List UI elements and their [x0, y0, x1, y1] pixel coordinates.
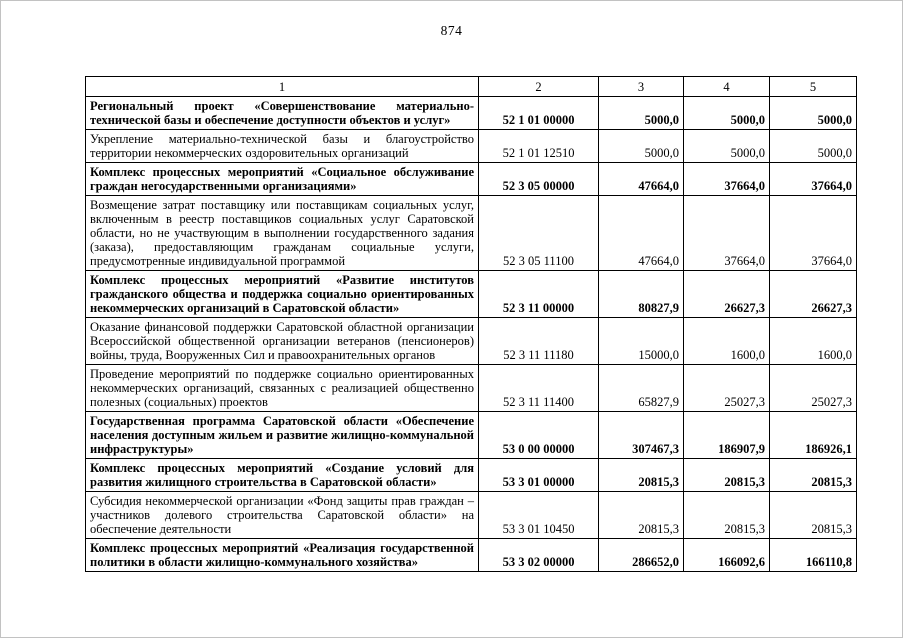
column-header-3: 3 — [599, 77, 684, 97]
table-row — [86, 492, 857, 539]
row-value-cell-5: 37664,0 — [770, 163, 857, 196]
row-code-cell: 53 3 01 10450 — [479, 492, 599, 539]
row-value-cell-3: 15000,0 — [599, 318, 684, 365]
row-value-cell-4: 26627,3 — [684, 271, 770, 318]
row-value-cell-4: 37664,0 — [684, 196, 770, 271]
row-code-cell: 52 3 11 11180 — [479, 318, 599, 365]
row-value-cell-5: 186926,1 — [770, 412, 857, 459]
row-value-cell-5: 5000,0 — [770, 97, 857, 130]
row-title-cell: Комплекс процессных мероприятий «Социальное обслуживание граждан негосударственными организациями» — [86, 163, 479, 196]
row-value-cell-5: 20815,3 — [770, 459, 857, 492]
row-title-cell: Проведение мероприятий по поддержке социально ориентированных некоммерческих организаций, связанных с реализацией общественно полезных (социальных) проектов — [86, 365, 479, 412]
table-row — [86, 196, 857, 271]
row-title-cell: Комплекс процессных мероприятий «Создание условий для развития жилищного строительства в Саратовской области» — [86, 459, 479, 492]
row-value-cell-3: 20815,3 — [599, 492, 684, 539]
column-header-2: 2 — [479, 77, 599, 97]
row-value-cell-4: 5000,0 — [684, 97, 770, 130]
table-row — [86, 318, 857, 365]
row-code-cell: 52 3 11 00000 — [479, 271, 599, 318]
column-header-1: 1 — [86, 77, 479, 97]
table-row — [86, 97, 857, 130]
row-title-cell: Региональный проект «Совершенствование материально-технической базы и обеспечение доступности объектов и услуг» — [86, 97, 479, 130]
row-code-cell: 52 1 01 12510 — [479, 130, 599, 163]
row-code-cell: 53 3 01 00000 — [479, 459, 599, 492]
table-row — [86, 365, 857, 412]
table-row — [86, 539, 857, 572]
row-value-cell-5: 5000,0 — [770, 130, 857, 163]
row-code-cell: 53 0 00 00000 — [479, 412, 599, 459]
row-code-cell: 52 1 01 00000 — [479, 97, 599, 130]
table-row — [86, 412, 857, 459]
row-value-cell-3: 5000,0 — [599, 97, 684, 130]
row-value-cell-4: 5000,0 — [684, 130, 770, 163]
row-title-cell: Оказание финансовой поддержки Саратовской областной организации Всероссийской общественной организации ветеранов (пенсионеров) войны, труда, Вооруженных Сил и правоохранительных органов — [86, 318, 479, 365]
row-value-cell-3: 47664,0 — [599, 196, 684, 271]
row-value-cell-4: 37664,0 — [684, 163, 770, 196]
row-value-cell-5: 25027,3 — [770, 365, 857, 412]
page-number: 874 — [440, 23, 463, 38]
row-title-cell: Возмещение затрат поставщику или поставщикам социальных услуг, включенным в реестр поставщиков социальных услуг Саратовской области, но не участвующим в выполнении государственного задания (заказа), предоставляющим гражданам социальные услуги, предусмотренные индивидуальной программой — [86, 196, 479, 271]
row-title-cell: Комплекс процессных мероприятий «Реализация государственной политики в области жилищно-коммунального хозяйства» — [86, 539, 479, 572]
row-code-cell: 52 3 05 00000 — [479, 163, 599, 196]
row-value-cell-4: 1600,0 — [684, 318, 770, 365]
row-code-cell: 52 3 11 11400 — [479, 365, 599, 412]
column-header-5: 5 — [770, 77, 857, 97]
row-value-cell-3: 80827,9 — [599, 271, 684, 318]
row-title-cell: Комплекс процессных мероприятий «Развитие институтов гражданского общества и поддержка социально ориентированных некоммерческих организаций в Саратовской области» — [86, 271, 479, 318]
row-value-cell-3: 5000,0 — [599, 130, 684, 163]
table-row — [86, 459, 857, 492]
row-value-cell-4: 166092,6 — [684, 539, 770, 572]
row-value-cell-4: 186907,9 — [684, 412, 770, 459]
row-value-cell-3: 65827,9 — [599, 365, 684, 412]
row-code-cell: 52 3 05 11100 — [479, 196, 599, 271]
row-value-cell-4: 20815,3 — [684, 492, 770, 539]
table-row — [86, 130, 857, 163]
row-title-cell: Государственная программа Саратовской области «Обеспечение населения доступным жильем и развитие жилищно-коммунальной инфраструктуры» — [86, 412, 479, 459]
budget-table — [85, 76, 857, 572]
row-value-cell-5: 37664,0 — [770, 196, 857, 271]
row-value-cell-3: 286652,0 — [599, 539, 684, 572]
row-value-cell-3: 20815,3 — [599, 459, 684, 492]
column-header-4: 4 — [684, 77, 770, 97]
row-value-cell-5: 20815,3 — [770, 492, 857, 539]
table-row — [86, 271, 857, 318]
row-value-cell-5: 166110,8 — [770, 539, 857, 572]
table-header-row — [86, 77, 857, 97]
table-row — [86, 163, 857, 196]
row-title-cell: Укрепление материально-технической базы и благоустройство территории некоммерческих оздоровительных организаций — [86, 130, 479, 163]
row-value-cell-3: 307467,3 — [599, 412, 684, 459]
row-value-cell-4: 20815,3 — [684, 459, 770, 492]
row-title-cell: Субсидия некоммерческой организации «Фонд защиты прав граждан – участников долевого строительства Саратовской области» на обеспечение деятельности — [86, 492, 479, 539]
row-value-cell-5: 26627,3 — [770, 271, 857, 318]
row-code-cell: 53 3 02 00000 — [479, 539, 599, 572]
row-value-cell-5: 1600,0 — [770, 318, 857, 365]
row-value-cell-4: 25027,3 — [684, 365, 770, 412]
row-value-cell-3: 47664,0 — [599, 163, 684, 196]
